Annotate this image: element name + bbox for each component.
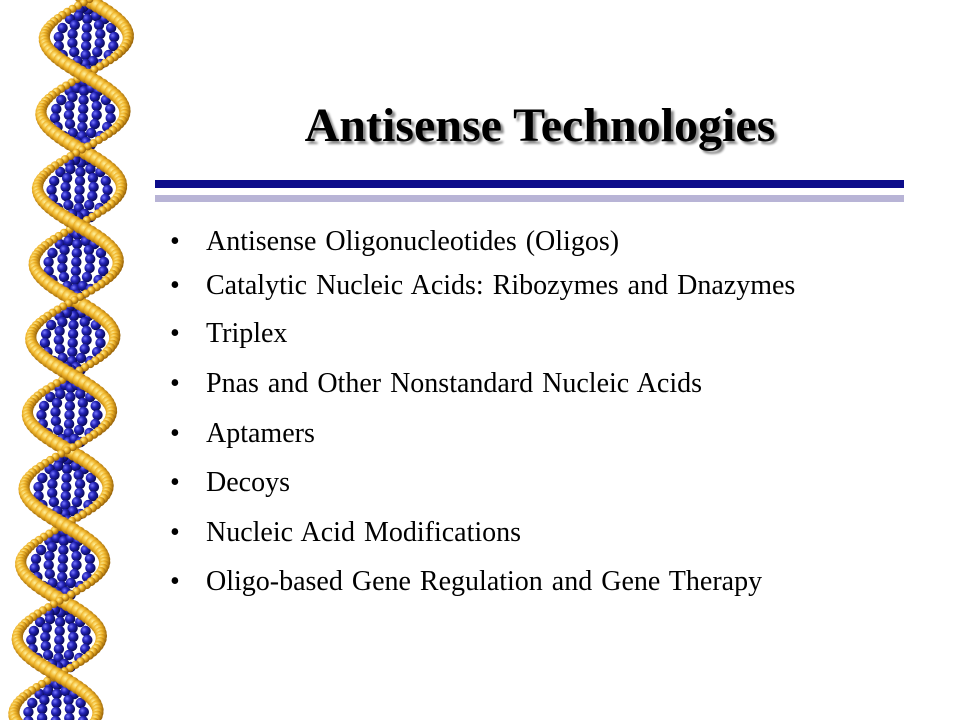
dna-base-atom bbox=[67, 92, 77, 102]
dna-base-atom bbox=[71, 551, 81, 561]
dna-base-atom bbox=[67, 29, 77, 39]
dna-base-atom bbox=[54, 644, 64, 654]
bullet-item bbox=[170, 418, 940, 450]
bullet-item bbox=[170, 517, 940, 549]
dna-base-atom bbox=[78, 716, 88, 720]
bullet-icon: • bbox=[170, 318, 180, 349]
dna-base-atom bbox=[85, 254, 95, 264]
dna-base-atom bbox=[106, 113, 116, 123]
dna-base-atom bbox=[75, 479, 85, 489]
dna-base-atom bbox=[52, 398, 62, 408]
dna-base-atom bbox=[70, 20, 80, 30]
dna-base-atom bbox=[23, 707, 33, 717]
bullet-item bbox=[170, 270, 940, 302]
dna-base-atom bbox=[99, 257, 109, 267]
dna-base-atom bbox=[72, 248, 82, 258]
dna-base-atom bbox=[61, 473, 71, 483]
dna-base-atom bbox=[86, 128, 96, 138]
bullet-icon: • bbox=[170, 226, 180, 257]
slide-title: Antisense Technologies bbox=[304, 99, 776, 152]
dna-base-atom bbox=[81, 326, 91, 336]
dna-base-atom bbox=[80, 626, 90, 636]
dna-base-atom bbox=[85, 563, 95, 573]
dna-base-atom bbox=[60, 182, 70, 192]
dna-base-atom bbox=[43, 650, 53, 660]
dna-base-atom bbox=[39, 401, 49, 411]
dna-base-atom bbox=[91, 401, 101, 411]
dna-base-atom bbox=[105, 104, 115, 114]
dna-base-atom bbox=[81, 41, 91, 51]
dna-base-atom bbox=[82, 272, 92, 282]
bullet-icon: • bbox=[170, 566, 180, 597]
dna-base-atom bbox=[41, 641, 51, 651]
dna-base-atom bbox=[101, 176, 111, 186]
dna-base-atom bbox=[55, 617, 65, 627]
dna-base-atom bbox=[87, 191, 97, 201]
dna-base-atom bbox=[61, 491, 71, 501]
dna-base-atom bbox=[68, 632, 78, 642]
dna-base-atom bbox=[67, 38, 77, 48]
bullet-text: Aptamers bbox=[206, 418, 315, 449]
dna-base-atom bbox=[71, 257, 81, 267]
dna-base-atom bbox=[54, 335, 64, 345]
dna-base-atom bbox=[80, 344, 90, 354]
dna-base-atom bbox=[54, 326, 64, 336]
dna-base-atom bbox=[84, 263, 94, 273]
dna-base-atom bbox=[92, 47, 102, 57]
bullet-list bbox=[170, 222, 940, 598]
dna-base-atom bbox=[79, 707, 89, 717]
dna-base-atom bbox=[102, 185, 112, 195]
bullet-icon: • bbox=[170, 418, 180, 449]
dna-base-atom bbox=[50, 407, 60, 417]
dna-base-atom bbox=[78, 398, 88, 408]
dna-base-atom bbox=[55, 626, 65, 636]
dna-base-atom bbox=[90, 92, 100, 102]
dna-base-atom bbox=[44, 551, 54, 561]
dna-base-atom bbox=[46, 320, 56, 330]
dna-base-atom bbox=[31, 554, 41, 564]
dna-base-atom bbox=[95, 329, 105, 339]
dna-base-atom bbox=[57, 23, 67, 33]
dna-base-atom bbox=[46, 185, 56, 195]
dna-base-atom bbox=[88, 182, 98, 192]
dna-base-atom bbox=[92, 101, 102, 111]
dna-base-atom bbox=[82, 23, 92, 33]
dna-base-atom bbox=[68, 320, 78, 330]
bullet-text: Pnas and Other Nonstandard Nucleic Acids bbox=[206, 368, 702, 399]
dna-base-atom bbox=[37, 704, 47, 714]
dna-base-atom bbox=[23, 716, 33, 720]
dna-base-atom bbox=[61, 191, 71, 201]
dna-base-atom bbox=[64, 419, 74, 429]
dna-base-atom bbox=[75, 176, 85, 186]
dna-base-atom bbox=[43, 257, 53, 267]
dna-base-atom bbox=[77, 416, 87, 426]
dna-base-atom bbox=[94, 20, 104, 30]
dna-base-atom bbox=[72, 497, 82, 507]
bullet-icon: • bbox=[170, 467, 180, 498]
dna-base-atom bbox=[26, 635, 36, 645]
dna-base-atom bbox=[59, 272, 69, 282]
dna-base-atom bbox=[37, 473, 47, 483]
dna-base-atom bbox=[40, 632, 50, 642]
dna-base-atom bbox=[65, 401, 75, 411]
dna-base-atom bbox=[95, 338, 105, 348]
dna-base-atom bbox=[49, 497, 59, 507]
bullet-text: Oligo-based Gene Regulation and Gene Therapy bbox=[206, 566, 763, 597]
dna-base-atom bbox=[57, 563, 67, 573]
bullet-icon: • bbox=[170, 517, 180, 548]
dna-base-atom bbox=[69, 569, 79, 579]
bullet-text: Catalytic Nucleic Acids: Ribozymes and Dnazymes bbox=[206, 270, 796, 301]
dna-base-atom bbox=[95, 38, 105, 48]
dna-base-atom bbox=[65, 164, 75, 174]
dna-base-atom bbox=[51, 104, 61, 114]
bullet-icon: • bbox=[170, 368, 180, 399]
dna-base-atom bbox=[95, 29, 105, 39]
dna-base-atom bbox=[88, 173, 98, 183]
bullet-item bbox=[170, 566, 940, 598]
dna-base-atom bbox=[57, 263, 67, 273]
dna-base-atom bbox=[39, 695, 49, 705]
dna-base-atom bbox=[62, 173, 72, 183]
dna-base-atom bbox=[53, 425, 63, 435]
dna-base-atom bbox=[64, 410, 74, 420]
dna-base-atom bbox=[68, 338, 78, 348]
dna-base-atom bbox=[74, 488, 84, 498]
dna-base-atom bbox=[109, 32, 119, 42]
bullet-text: Nucleic Acid Modifications bbox=[206, 517, 522, 548]
dna-base-atom bbox=[45, 569, 55, 579]
bullet-text: Antisense Oligonucleotides (Oligos) bbox=[206, 226, 620, 257]
dna-base-atom bbox=[80, 317, 90, 327]
dna-base-atom bbox=[65, 704, 75, 714]
dna-base-atom bbox=[44, 560, 54, 570]
dna-base-atom bbox=[92, 110, 102, 120]
dna-base-atom bbox=[74, 194, 84, 204]
dna-base-atom bbox=[51, 707, 61, 717]
dna-base-atom bbox=[69, 47, 79, 57]
dna-base-atom bbox=[64, 650, 74, 660]
dna-base-atom bbox=[51, 416, 61, 426]
dna-base-atom bbox=[42, 623, 52, 633]
dna-base-atom bbox=[81, 335, 91, 345]
dna-base-atom bbox=[74, 425, 84, 435]
dna-base-atom bbox=[82, 635, 92, 645]
dna-base-atom bbox=[55, 389, 65, 399]
dna-base-atom bbox=[49, 470, 59, 480]
dna-base-atom bbox=[57, 572, 67, 582]
dna-base-atom bbox=[51, 698, 61, 708]
bullet-icon: • bbox=[170, 270, 180, 301]
dna-base-atom bbox=[89, 482, 99, 492]
bullet-text: Triplex bbox=[206, 318, 288, 349]
dna-base-atom bbox=[47, 479, 57, 489]
dna-base-atom bbox=[76, 353, 86, 363]
dna-base-atom bbox=[65, 392, 75, 402]
dna-base-atom bbox=[92, 410, 102, 420]
dna-base-atom bbox=[47, 542, 57, 552]
dna-base-atom bbox=[81, 32, 91, 42]
dna-base-atom bbox=[75, 167, 85, 177]
bullet-text: Decoys bbox=[206, 467, 290, 498]
dna-base-atom bbox=[58, 545, 68, 555]
title-underline-light bbox=[155, 195, 904, 202]
dna-base-atom bbox=[57, 317, 67, 327]
dna-base-atom bbox=[84, 200, 94, 210]
dna-base-atom bbox=[63, 695, 73, 705]
dna-base-atom bbox=[45, 614, 55, 624]
dna-base-atom bbox=[69, 542, 79, 552]
dna-base-atom bbox=[54, 635, 64, 645]
dna-base-atom bbox=[47, 248, 57, 258]
dna-base-atom bbox=[71, 266, 81, 276]
dna-base-atom bbox=[59, 245, 69, 255]
dna-base-atom bbox=[78, 113, 88, 123]
dna-base-atom bbox=[27, 698, 37, 708]
dna-base-atom bbox=[37, 713, 47, 720]
dna-base-atom bbox=[74, 185, 84, 195]
dna-base-atom bbox=[36, 410, 46, 420]
dna-base-atom bbox=[85, 554, 95, 564]
bullet-item bbox=[170, 368, 940, 400]
dna-base-atom bbox=[75, 389, 85, 399]
title-underline-dark bbox=[155, 180, 904, 188]
dna-base-atom bbox=[56, 95, 66, 105]
bullet-item bbox=[170, 226, 940, 258]
bullet-item bbox=[170, 318, 940, 350]
dna-base-atom bbox=[67, 641, 77, 651]
dna-base-atom bbox=[67, 623, 77, 633]
dna-base-atom bbox=[77, 122, 87, 132]
dna-base-atom bbox=[78, 407, 88, 417]
dna-base-atom bbox=[74, 470, 84, 480]
dna-base-atom bbox=[67, 347, 77, 357]
dna-base-atom bbox=[57, 254, 67, 264]
dna-base-atom bbox=[58, 554, 68, 564]
dna-base-atom bbox=[90, 119, 100, 129]
dna-base-atom bbox=[33, 482, 43, 492]
dna-base-atom bbox=[47, 488, 57, 498]
dna-base-atom bbox=[61, 482, 71, 492]
dna-base-atom bbox=[78, 104, 88, 114]
dna-base-atom bbox=[65, 119, 75, 129]
dna-base-atom bbox=[54, 32, 64, 42]
dna-base-atom bbox=[51, 716, 61, 720]
dna-base-atom bbox=[64, 713, 74, 720]
dna-helix-icon bbox=[0, 0, 170, 720]
dna-base-atom bbox=[66, 578, 76, 588]
dna-base-atom bbox=[41, 329, 51, 339]
bullet-item bbox=[170, 467, 940, 499]
dna-base-atom bbox=[71, 560, 81, 570]
dna-base-atom bbox=[55, 344, 65, 354]
dna-base-atom bbox=[78, 95, 88, 105]
dna-base-atom bbox=[64, 110, 74, 120]
dna-base-atom bbox=[63, 200, 73, 210]
dna-base-atom bbox=[84, 245, 94, 255]
dna-base-atom bbox=[49, 176, 59, 186]
dna-base-atom bbox=[65, 101, 75, 111]
dna-base-atom bbox=[29, 626, 39, 636]
dna-base-atom bbox=[68, 329, 78, 339]
